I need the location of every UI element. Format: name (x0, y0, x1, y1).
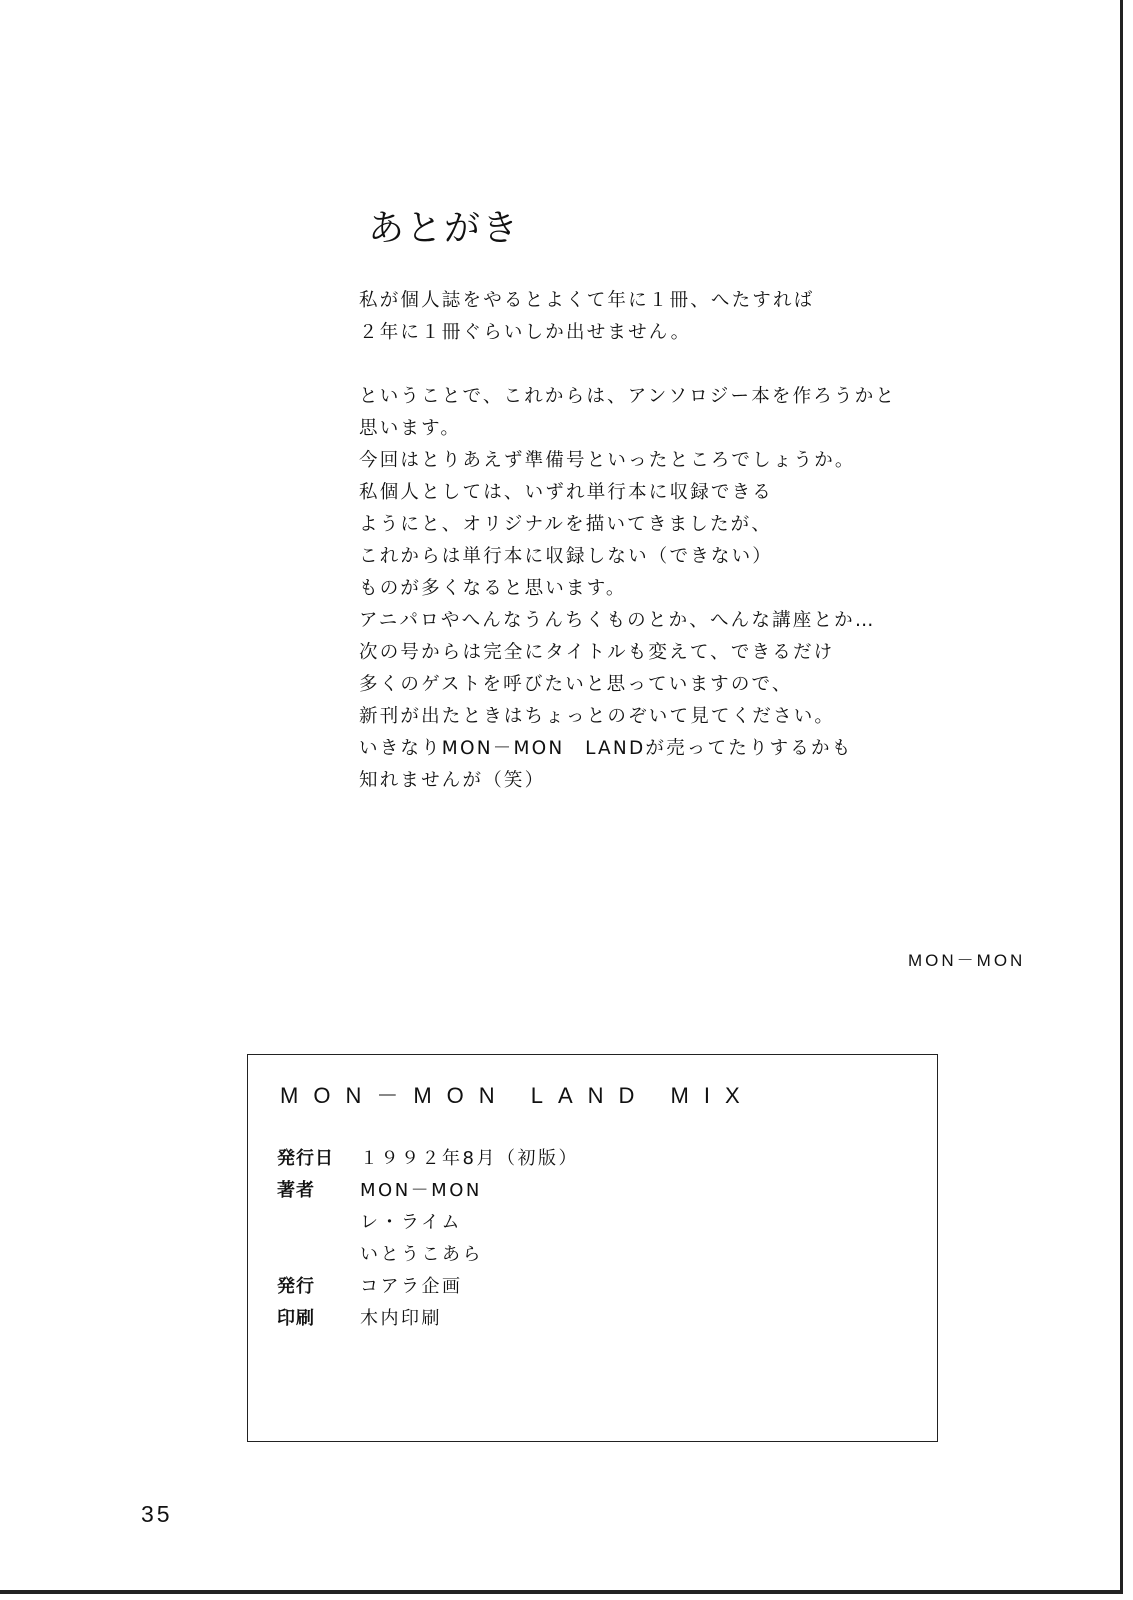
afterword-line: 思います。 (359, 418, 462, 439)
author-signature: MON－MON (908, 951, 1026, 970)
page-edge-bottom (0, 1590, 1123, 1594)
colophon-label: 印刷 (277, 1308, 315, 1329)
afterword-line: ようにと、オリジナルを描いてきましたが、 (359, 514, 773, 535)
afterword-line: これからは単行本に収録しない（できない） (359, 546, 774, 567)
afterword-line: 多くのゲストを呼びたいと思っていますので、 (359, 674, 793, 695)
colophon-value: １９９２年8月（初版） (360, 1148, 579, 1169)
colophon-label: 発行日 (277, 1148, 334, 1169)
colophon-box (247, 1054, 938, 1442)
colophon-label: 著者 (277, 1180, 315, 1201)
colophon-title: MON－MON LAND MIX (280, 1083, 755, 1108)
afterword-line: ２年に１冊ぐらいしか出せません。 (359, 322, 692, 343)
colophon-value: いとうこあら (360, 1244, 483, 1265)
colophon-value: コアラ企画 (360, 1276, 463, 1297)
colophon-value: MON－MON (360, 1180, 482, 1201)
afterword-line: 次の号からは完全にタイトルも変えて、できるだけ (359, 642, 835, 663)
afterword-title: あとがき (368, 208, 521, 249)
afterword-line: 今回はとりあえず準備号といったところでしょうか。 (359, 450, 856, 471)
page-number: 35 (141, 1501, 173, 1527)
afterword-line: アニパロやへんなうんちくものとか、へんな講座とか… (359, 610, 876, 631)
page-edge-right (1120, 0, 1123, 1592)
afterword-line: ものが多くなると思います。 (359, 578, 627, 599)
colophon-label: 発行 (277, 1276, 315, 1297)
afterword-line: 新刊が出たときはちょっとのぞいて見てください。 (359, 706, 836, 727)
afterword-line: いきなりMON－MON LANDが売ってたりするかも (359, 738, 853, 759)
afterword-body (359, 285, 959, 797)
colophon-value: 木内印刷 (360, 1308, 442, 1329)
afterword-line: ということで、これからは、アンソロジー本を作ろうかと (359, 386, 897, 407)
afterword-line: 私が個人誌をやるとよくて年に１冊、へたすれば (359, 290, 815, 311)
afterword-line: 私個人としては、いずれ単行本に収録できる (359, 482, 774, 503)
afterword-line: 知れませんが（笑） (359, 770, 546, 791)
afterword-blank-line (359, 349, 959, 381)
colophon-value: レ・ライム (360, 1212, 462, 1233)
